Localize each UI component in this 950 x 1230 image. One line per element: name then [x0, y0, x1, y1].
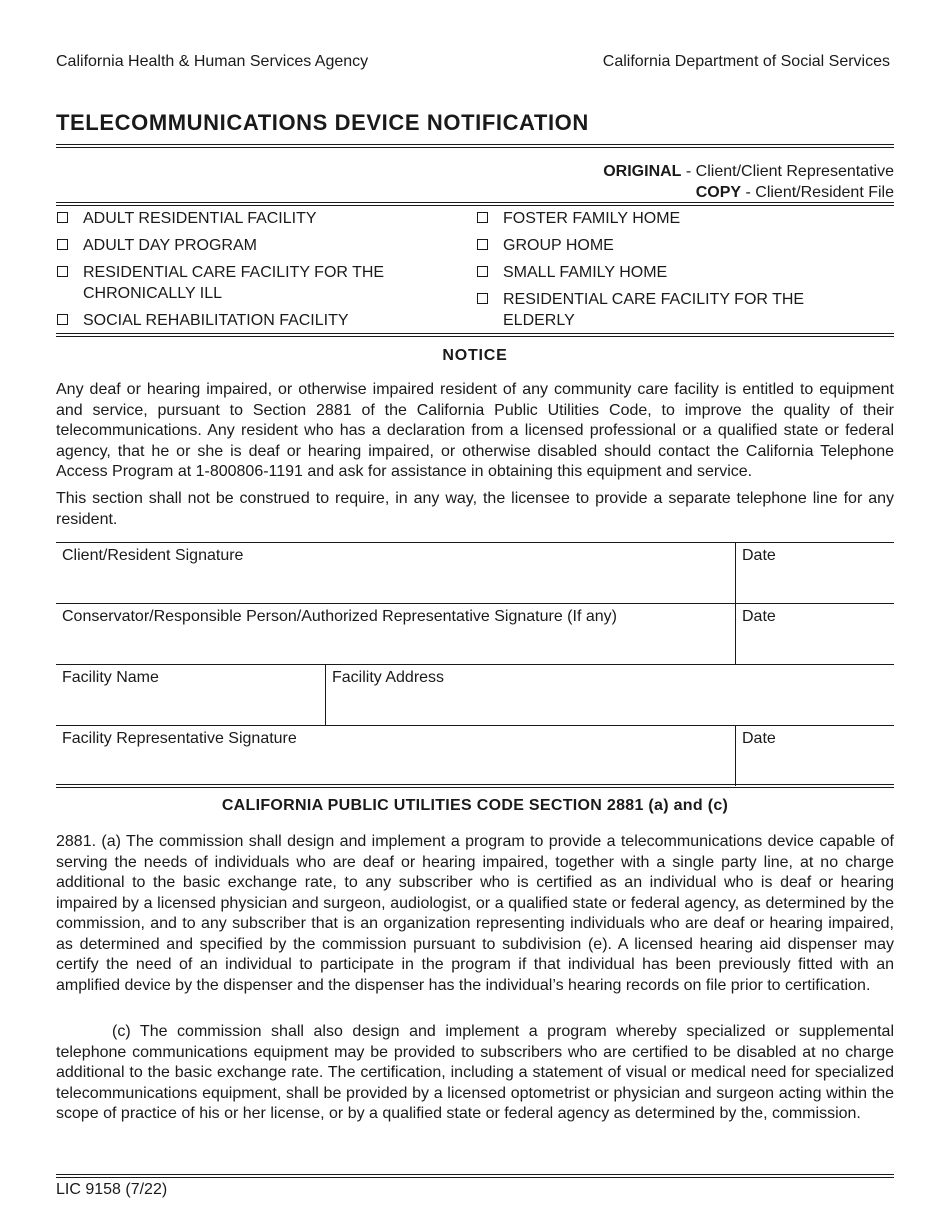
- conservator-date-field[interactable]: [735, 604, 894, 664]
- code-paragraph-c: (c) The commission shall also design and implement a program whereby specialized or supplemental telephone communications equipment may be provided to subscribers who are certified to be disabled at no charge additional to the basic exchange rate. The certification, including a statement of visual or medical need for specialized telecommunications equipment, shall be provided by a licensed optometrist or physician and surgeon acting within the scope of practice of his or her license, or by a qualified state or federal agency as determined by the, commission.: [56, 1023, 894, 1122]
- field-label: Client/Resident Signature: [62, 547, 244, 564]
- checkbox[interactable]: [57, 266, 68, 277]
- facility-option-foster-family-home[interactable]: [476, 208, 894, 229]
- signature-table: [56, 542, 894, 786]
- checkbox[interactable]: [477, 212, 488, 223]
- facility-option-social-rehabilitation[interactable]: [56, 310, 456, 331]
- notice-heading: NOTICE: [442, 347, 508, 364]
- facility-option-small-family-home[interactable]: [476, 262, 894, 283]
- facility-option-label: RESIDENTIAL CARE FACILITY FOR THE CHRONICALLY ILL: [83, 264, 385, 302]
- field-label: Facility Address: [332, 669, 445, 686]
- client-signature-field[interactable]: [56, 543, 736, 603]
- facility-type-column-left: [56, 208, 456, 337]
- distribution-note: [603, 161, 894, 203]
- facility-option-label: FOSTER FAMILY HOME: [503, 210, 681, 227]
- facility-option-adult-residential[interactable]: [56, 208, 456, 229]
- notice-paragraph: This section shall not be construed to require, in any way, the licensee to provide a separate telephone line for any resident.: [56, 490, 894, 528]
- notice-paragraph: Any deaf or hearing impaired, or otherwise impaired resident of any community care facility is entitled to equipment and service, pursuant to Section 2881 of the California Public Utilities Code, to improve the quality of their telecommunications. Any resident who has a declaration from a licensed professional or a qualified state or federal agency, that he or she is deaf or hearing impaired, or otherwise disabled should contact the California Telephone Access Program at 1-800806-1191 and ask for assistance in obtaining this equipment and service.: [56, 381, 894, 480]
- facility-name-field[interactable]: [56, 665, 326, 725]
- divider: [56, 784, 894, 788]
- facility-option-rcf-chronically-ill[interactable]: [56, 262, 426, 304]
- facility-rep-signature-field[interactable]: [56, 726, 736, 786]
- copy-label: COPY: [695, 184, 742, 201]
- divider: [56, 144, 894, 148]
- checkbox[interactable]: [477, 239, 488, 250]
- checkbox[interactable]: [477, 293, 488, 304]
- facility-option-group-home[interactable]: [476, 235, 894, 256]
- divider: [56, 1174, 894, 1178]
- code-section-heading: CALIFORNIA PUBLIC UTILITIES CODE SECTION 2881 (a) and (c): [221, 797, 729, 814]
- facility-option-label: SMALL FAMILY HOME: [503, 264, 668, 281]
- client-date-field[interactable]: [735, 543, 894, 603]
- field-label: Date: [742, 547, 776, 564]
- checkbox[interactable]: [57, 239, 68, 250]
- conservator-signature-row: [56, 603, 894, 664]
- facility-rep-date-field[interactable]: [735, 726, 894, 786]
- checkbox[interactable]: [57, 212, 68, 223]
- copy-text: - Client/Resident File: [741, 184, 894, 201]
- field-label: Facility Name: [62, 669, 159, 686]
- divider: [56, 202, 894, 206]
- facility-option-adult-day-program[interactable]: [56, 235, 456, 256]
- divider: [56, 333, 894, 337]
- facility-rep-signature-row: [56, 725, 894, 786]
- checkbox[interactable]: [477, 266, 488, 277]
- facility-option-rcf-elderly[interactable]: [476, 289, 846, 331]
- client-signature-row: [56, 542, 894, 603]
- field-label: Date: [742, 608, 776, 625]
- facility-option-label: GROUP HOME: [503, 237, 614, 254]
- conservator-signature-field[interactable]: [56, 604, 736, 664]
- department-name: California Department of Social Services: [602, 53, 890, 70]
- facility-info-row: [56, 664, 894, 725]
- form-number: LIC 9158 (7/22): [56, 1181, 168, 1198]
- original-text: - Client/Client Representative: [681, 163, 894, 180]
- field-label: Facility Representative Signature: [62, 730, 297, 747]
- facility-type-column-right: [476, 208, 894, 337]
- agency-name: California Health & Human Services Agency: [56, 53, 369, 70]
- checkbox[interactable]: [57, 314, 68, 325]
- original-label: ORIGINAL: [603, 163, 682, 180]
- facility-option-label: ADULT DAY PROGRAM: [83, 237, 257, 254]
- field-label: Conservator/Responsible Person/Authorized Representative Signature (If any): [62, 608, 617, 625]
- facility-option-label: ADULT RESIDENTIAL FACILITY: [83, 210, 317, 227]
- facility-option-label: SOCIAL REHABILITATION FACILITY: [83, 312, 349, 329]
- facility-option-label: RESIDENTIAL CARE FACILITY FOR THE ELDERLY: [503, 291, 805, 329]
- facility-address-field[interactable]: [325, 665, 894, 725]
- code-paragraph-a: 2881. (a) The commission shall design and implement a program to provide a telecommunications device capable of serving the needs of individuals who are deaf or hearing impaired, together with a single party line, at no charge additional to the basic exchange rate, to any subscriber who is certified as an individual who is deaf or hearing impaired by a licensed physician and surgeon, audiologist, or a qualified state or federal agency, as determined by the commission, and to any subscriber that is an organization representing individuals who are deaf or hearing impaired, as determined and specified by the commission pursuant to subdivision (e). A licensed hearing aid dispenser may certify the need of an individual to participate in the program if that individual has been previously fitted with an amplified device by the dispenser and the dispenser has the individual’s hearing records on file prior to certification.: [56, 833, 894, 994]
- field-label: Date: [742, 730, 776, 747]
- form-title: TELECOMMUNICATIONS DEVICE NOTIFICATION: [56, 110, 589, 135]
